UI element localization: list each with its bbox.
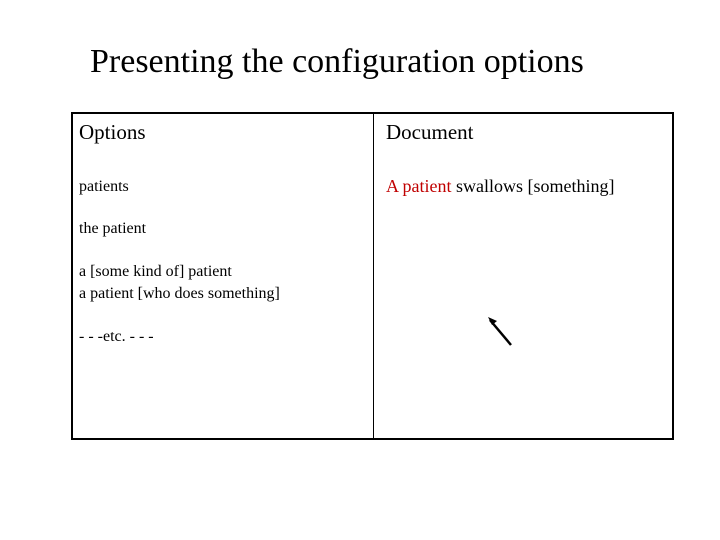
- option-some-kind-of-patient: a [some kind of] patient: [79, 263, 232, 280]
- document-sentence: [386, 175, 614, 197]
- option-patients: patients: [79, 178, 129, 195]
- option-patient-who-does-something: a patient [who does something]: [79, 285, 280, 302]
- slide-title: Presenting the configuration options: [90, 43, 584, 80]
- document-heading: Document: [386, 120, 474, 144]
- options-document-table: [71, 112, 674, 440]
- options-heading: Options: [79, 120, 146, 144]
- document-highlight: A patient: [386, 176, 452, 196]
- option-the-patient: the patient: [79, 220, 147, 237]
- arrow-pointer-icon: [485, 314, 515, 350]
- document-sentence-rest: swallows [something]: [451, 176, 615, 196]
- option-etc: - - -etc. - - -: [79, 328, 154, 345]
- column-divider: [373, 114, 374, 438]
